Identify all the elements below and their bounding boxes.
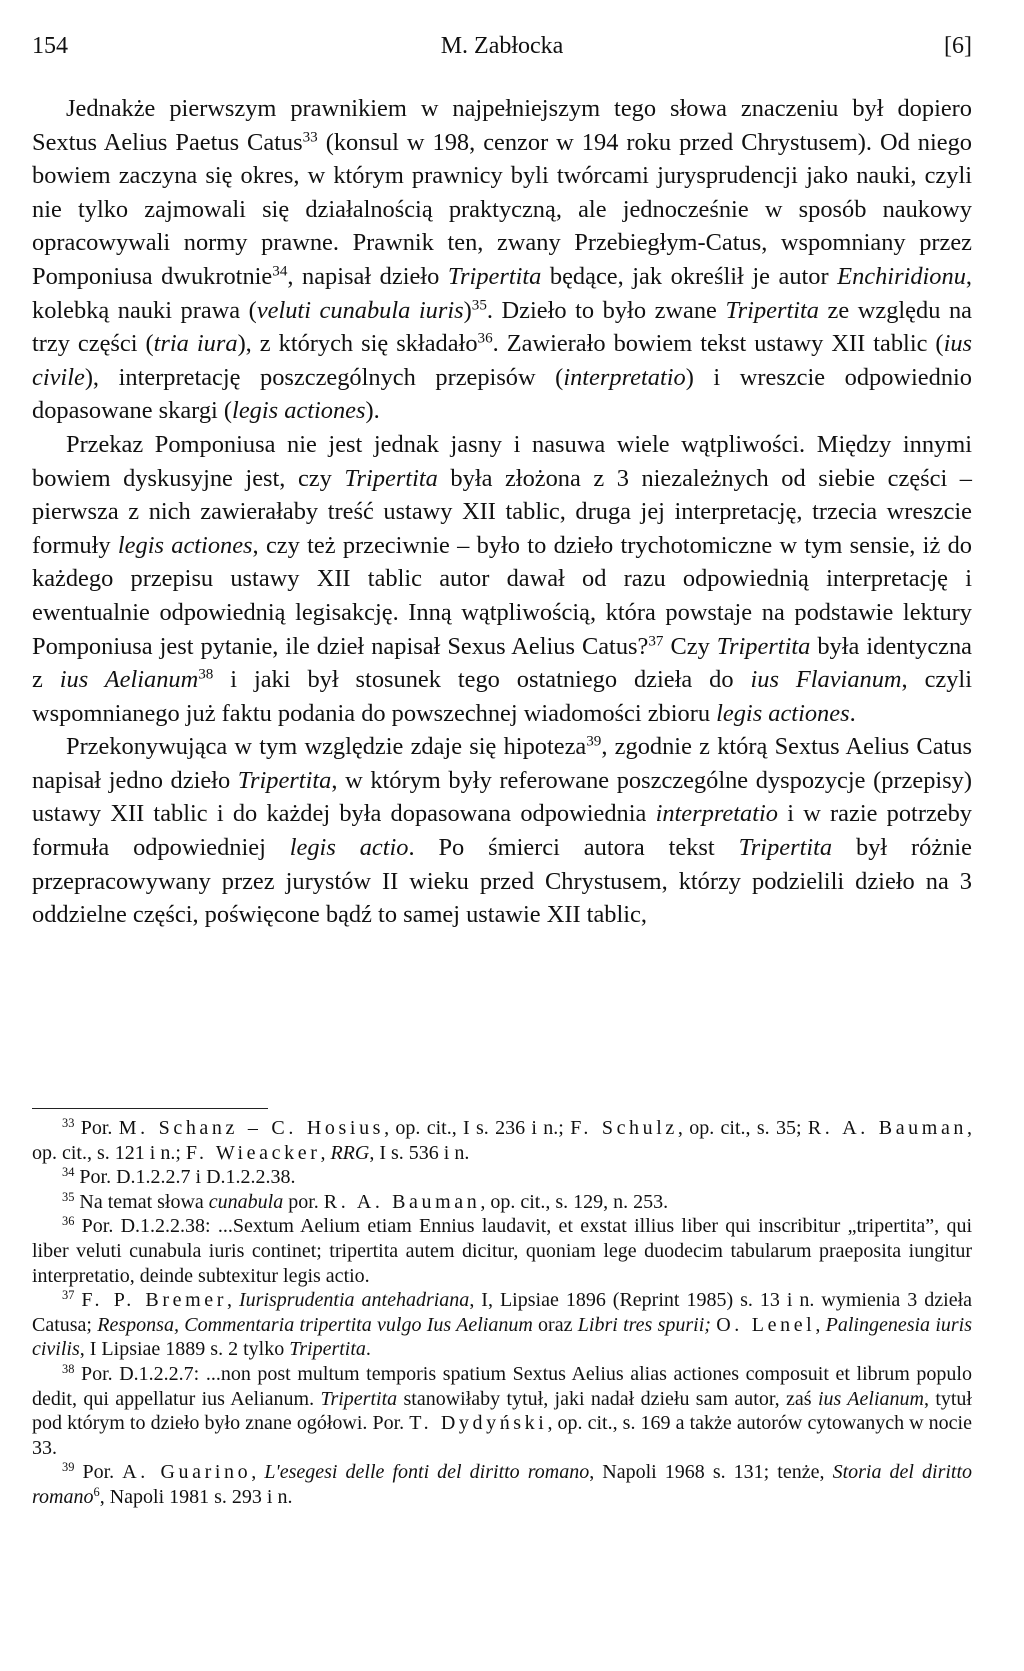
text-run: (konsul w 198, cenzor w 194 roku przed Chrystusem). Od niego bowiem zaczyna się okres, w którym prawnicy byli twórcami jurysprudencji jako nauki, czyli nie tylko zajmowali się działalnością praktyczną, ale jednocześnie w sposób naukowy opracowywali normy prawne. Prawnik ten, zwany Przebiegłym-Catus, wspomniany przez Pomponiusa dwukrotnie xyxy=(32,128,973,290)
text-run: , I Lipsiae 1889 s. 2 tylko xyxy=(79,1338,290,1361)
text-run: Por. xyxy=(74,1117,119,1139)
cited-author: R. A. Bauman xyxy=(807,1117,968,1139)
text-run: . xyxy=(849,699,856,727)
cited-author: F. Schulz xyxy=(570,1117,678,1139)
italic-term: Tripertita xyxy=(725,296,819,324)
footnote-number: 38 xyxy=(62,1362,75,1377)
text-run: ) i wreszcie odpowiednio dopasowane skargi ( xyxy=(32,363,972,425)
italic-term: ius Aelianum xyxy=(817,1387,924,1410)
paragraph xyxy=(32,92,972,428)
page-number: 154 xyxy=(32,33,68,59)
text-run: . Dzieło to było zwane xyxy=(486,296,726,324)
text-run: ), z których się składało xyxy=(237,330,478,358)
footnote xyxy=(32,1362,972,1460)
italic-term: Tripertita xyxy=(237,766,332,794)
cited-author: F. P. Bremer xyxy=(81,1289,227,1312)
text-run: , op. cit., s. 129, n. 253. xyxy=(480,1190,669,1213)
footnote-separator xyxy=(32,1108,268,1109)
text-run: był różnie przepracowywany przez jurystów II wieku przed Chrystusem, którzy podzielili dzieło na 3 oddzielne części, poświęcone bądź to samej ustawie XII tablic, xyxy=(32,834,972,929)
main-text xyxy=(32,92,972,932)
footnote-ref: 35 xyxy=(471,297,487,314)
italic-term: RRG xyxy=(330,1141,370,1164)
text-run: , kolebką nauki prawa ( xyxy=(32,262,972,324)
text-run: Czy xyxy=(663,632,717,660)
text-run: oraz xyxy=(532,1313,578,1336)
italic-term: ius Aelianum xyxy=(59,666,199,694)
text-run: , op. cit., I s. 236 i n.; xyxy=(384,1117,571,1139)
text-run: , op. cit., s. 121 i n.; xyxy=(32,1117,973,1164)
text-run: , napisał dzieło xyxy=(287,262,448,290)
italic-term: cunabula xyxy=(208,1190,284,1213)
text-run: , op. cit., s. 169 a także autorów cytowanych w nocie 33. xyxy=(32,1412,972,1459)
footnote-ref: 38 xyxy=(198,666,214,683)
cited-author: T. Dydyński xyxy=(409,1412,548,1435)
italic-term: legis actiones xyxy=(117,531,253,559)
footnote xyxy=(32,1190,972,1215)
text-run: . Zawierało bowiem tekst ustawy XII tablic ( xyxy=(492,330,944,358)
text-run: była identyczna z xyxy=(32,632,972,694)
italic-term: ius Flavianum xyxy=(750,666,902,694)
text-run: . xyxy=(365,1338,371,1361)
running-header xyxy=(32,26,972,66)
text-run: Por. D.1.2.2.7: ...non post multum temporis spatium Sextus Aelius alias actiones composuit et librum populo dedit, qui appellatur ius Aelianum. xyxy=(32,1362,972,1410)
text-run: . Po śmierci autora tekst xyxy=(408,834,739,862)
section-number: [6] xyxy=(944,33,972,59)
footnote xyxy=(32,1165,972,1190)
text-run: Jednakże pierwszym prawnikiem w najpełniejszym tego słowa znaczeniu był dopiero Sextus Aelius Paetus Catus xyxy=(32,95,972,156)
text-run: , czyli wspomnianego już faktu podania do powszechnej wiadomości zbioru xyxy=(32,666,972,727)
text-run: , op. cit., s. 35; xyxy=(677,1117,808,1139)
italic-term: legis actiones xyxy=(232,397,366,425)
text-run: , tytuł pod którym to dzieło było znane ogółowi. Por. xyxy=(32,1387,972,1435)
text-run: , Napoli 1968 s. 131; tenże, xyxy=(589,1461,833,1484)
cited-author: R. A. Bauman xyxy=(323,1190,481,1213)
italic-term: interpretatio xyxy=(563,363,686,391)
text-run: będące, jak określił je autor xyxy=(541,262,838,290)
text-run: i jaki był stosunek tego ostatniego dzieła do xyxy=(213,666,751,694)
italic-term: Palingenesia iuris civilis xyxy=(32,1313,973,1361)
footnote-number: 39 xyxy=(62,1460,75,1475)
footnote-ref: 34 xyxy=(272,263,288,280)
italic-term: Tripertita xyxy=(289,1338,366,1361)
footnote xyxy=(32,1116,972,1165)
text-run: była złożona z 3 niezależnych od siebie części – pierwsza z nich zawierałaby treść ustawy XII tablic, druga jej interpretację, trzecia wreszcie formuły xyxy=(32,464,972,559)
text-run: Por. D.1.2.2.38: ...Sextum Aelium etiam Ennius laudavit, et exstat illius liber qui inscribitur „tripertita”, qui liber veluti cunabula iuris continet; tripertita autem dicitur, quoniam lege duodecim tabularum praeposita iungitur interpretatio, deinde subtexitur legis actio. xyxy=(32,1215,972,1287)
italic-term: Libri tres spurii; xyxy=(577,1313,711,1336)
text-run: ). xyxy=(365,397,380,425)
text-run: Por. xyxy=(74,1461,123,1484)
text-run: Por. D.1.2.2.7 i D.1.2.2.38. xyxy=(74,1166,296,1189)
text-run: stanowiłaby tytuł, jaki nadał dziełu sam autor, zaś xyxy=(397,1387,818,1410)
text-run: Przekonywująca w tym względzie zdaje się hipoteza xyxy=(66,733,587,761)
italic-term: Iurisprudentia antehadriana xyxy=(238,1289,470,1312)
footnote-ref: 33 xyxy=(302,129,318,146)
text-run: , w którym były referowane poszczególne dyspozycje (przepisy) ustawy XII tablic i do każdej była dopasowana odpowiednia xyxy=(32,766,972,828)
italic-term: Tripertita xyxy=(447,262,542,290)
text-run: Na temat słowa xyxy=(74,1190,209,1213)
text-run: ), interpretację poszczególnych przepisów ( xyxy=(84,363,564,391)
text-run: , zgodnie z którą Sextus Aelius Catus napisał jedno dzieło xyxy=(32,733,972,794)
footnote-number: 35 xyxy=(62,1189,75,1204)
italic-term: Tripertita xyxy=(738,834,833,862)
text-run: , xyxy=(226,1289,239,1312)
text-run: por. xyxy=(283,1190,324,1213)
italic-term: tria iura xyxy=(153,330,238,358)
italic-term: Responsa, Commentaria tripertita vulgo Ius Aelianum xyxy=(97,1313,533,1336)
text-run: , xyxy=(320,1141,331,1164)
text-run: , xyxy=(815,1313,826,1336)
italic-term: legis actio xyxy=(289,834,409,862)
footnote-number: 34 xyxy=(62,1165,75,1180)
edition-number: 6 xyxy=(93,1485,100,1500)
italic-term: L'esegesi delle fonti del diritto romano xyxy=(264,1461,590,1484)
cited-author: O. Lenel xyxy=(716,1313,816,1336)
italic-term: Tripertita xyxy=(344,464,438,492)
italic-term: Storia del diritto romano xyxy=(32,1461,973,1508)
document-page xyxy=(32,26,972,1646)
footnote xyxy=(32,1288,972,1362)
paragraph xyxy=(32,428,972,730)
italic-term: Enchiridionu xyxy=(837,262,966,290)
italic-term: interpretatio xyxy=(655,800,778,828)
footnotes xyxy=(32,1116,972,1510)
italic-term: ius civile xyxy=(32,330,973,391)
italic-term: Tripertita xyxy=(320,1387,398,1410)
text-run: , Napoli 1981 s. 293 i n. xyxy=(99,1485,293,1508)
footnote xyxy=(32,1214,972,1288)
text-run: ze względu na trzy części ( xyxy=(32,296,972,358)
italic-term: Tripertita xyxy=(716,632,811,660)
running-author: M. Zabłocka xyxy=(440,33,564,59)
footnote-number: 37 xyxy=(62,1288,75,1303)
text-run: , I, Lipsiae 1896 (Reprint 1985) s. 13 i n. wymienia 3 dzieła Catusa; xyxy=(32,1289,973,1336)
italic-term: veluti cunabula iuris xyxy=(256,296,464,324)
text-run: i w razie potrzeby formuła odpowiedniej xyxy=(32,800,972,862)
paragraph xyxy=(32,730,972,932)
cited-author: A. Guarino xyxy=(122,1461,252,1484)
footnote-ref: 37 xyxy=(648,633,664,650)
cited-author: M. Schanz – C. Hosius xyxy=(118,1117,385,1139)
footnote-ref: 39 xyxy=(586,733,602,750)
text-run: Przekaz Pomponiusa nie jest jednak jasny i nasuwa wiele wątpliwości. Między innymi bowiem dyskusyjne jest, czy xyxy=(32,430,972,492)
footnote-number: 33 xyxy=(62,1116,75,1131)
footnote-number: 36 xyxy=(62,1214,75,1229)
italic-term: legis actiones xyxy=(716,699,850,727)
text-run: , czy też przeciwnie – było to dzieło trychotomiczne w tym sensie, iż do każdego przepisu ustawy XII tablic autor dawał od razu odpowiednią interpretację i ewentualnie odpowiednią legisakcję. Inną wątpliwością, która powstaje na podstawie lektury Pomponiusa jest pytanie, ile dzieł napisał Sexus Aelius Catus? xyxy=(32,531,972,660)
footnote-ref: 36 xyxy=(477,330,493,347)
text-run: , xyxy=(251,1461,265,1484)
text-run: , I s. 536 i n. xyxy=(369,1141,470,1164)
cited-author: F. Wieacker xyxy=(185,1141,321,1164)
footnote xyxy=(32,1460,972,1509)
text-run: ) xyxy=(463,296,472,324)
